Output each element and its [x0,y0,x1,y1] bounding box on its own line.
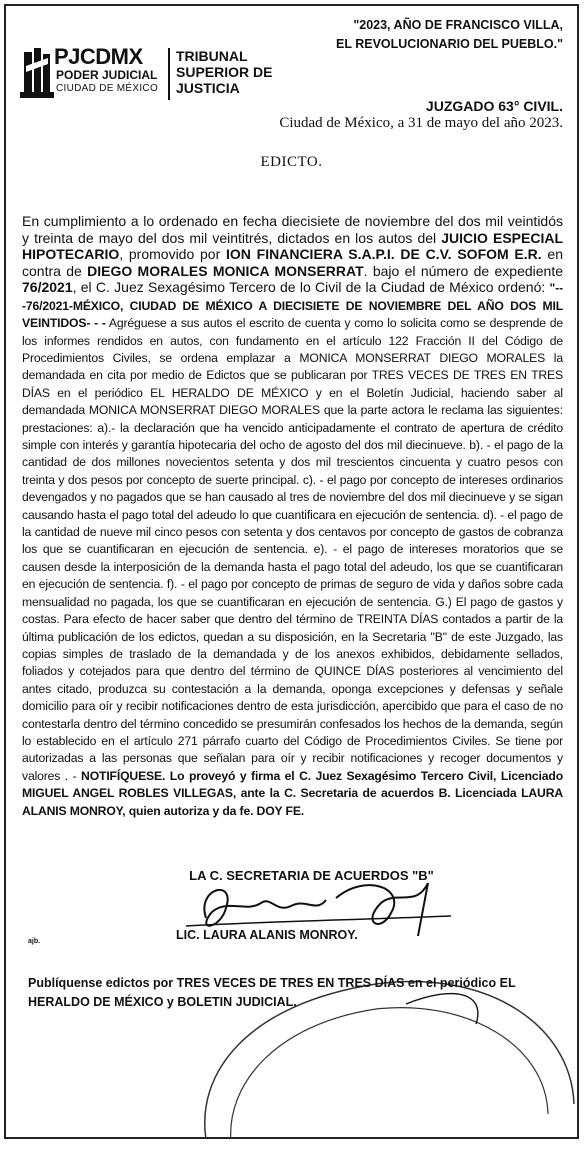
body-contra: en contra de [22,246,563,279]
motto-line-2: EL REVOLUCIONARIO DEL PUEBLO." [335,37,563,51]
notifiquese-text: NOTIFÍQUESE. Lo proveyó y firma el C. Juez Sexagésimo Tercero Civil, Licenciado MIGUEL ANGEL ROBLES VILLEGAS, ante la C. Secretaria de acuerdos B. Licenciada LAURA ALANIS MONROY, quien autoriza y da fe. DOY FE. [22,768,563,818]
auto-header: "---76/2021-MÉXICO, CIUDAD DE MÉXICO A DIECISIETE DE NOVIEMBRE DEL AÑO DOS MIL VEINTIDOS- - - [22,281,563,331]
body-demandado: DIEGO MORALES MONICA MONSERRAT [87,262,364,279]
court-header [279,98,563,132]
tribunal-line-2: SUPERIOR DE [176,64,273,80]
tribunal-line-1: TRIBUNAL [176,48,248,64]
body-actor: ION FINANCIERA S.A.P.I. DE C.V. SOFOM E.R. [226,246,542,263]
body-juicio: JUICIO ESPECIAL HIPOTECARIO [22,229,563,263]
document-title: EDICTO. [260,154,323,170]
body-intro: En cumplimiento a lo ordenado en fecha diecisiete de noviembre del dos mil veintidós y treinta de mayo del dos mil veintitrés, dictados en los autos del [22,213,563,246]
pjcdmx-emblem-icon [20,46,54,98]
year-motto [336,16,563,54]
body-expediente-pre: . bajo el número de expediente [363,262,563,279]
logo-ciudad: CIUDAD DE MÉXICO [56,83,159,94]
edict-date: Ciudad de México, a 31 de mayo del año 2023. [279,115,563,131]
secretaria-title: LA C. SECRETARIA DE ACUERDOS "B" [189,868,434,883]
publiquese-note: Publíquense edictos por TRES VECES DE TRES EN TRES DÍAS en el periódico EL HERALDO DE MÉXICO y BOLETIN JUDICIAL. [28,976,516,1009]
typist-initials: ajb. [28,938,41,945]
body-expediente: 76/2021 [22,279,73,296]
logo-tribunal [176,48,272,96]
logo-poder-judicial: PODER JUDICIAL [56,68,158,82]
court-name: JUZGADO 63° CIVIL. [425,98,563,114]
secretaria-name: LIC. LAURA ALANIS MONROY. [176,928,358,942]
logo-name: PJCDMX [54,44,143,69]
body-promovido: , promovido por [119,246,227,263]
tribunal-line-3: JUSTICIA [176,80,240,96]
motto-line-1: "2023, AÑO DE FRANCISCO VILLA, [353,18,563,32]
body-juez: , el C. Juez Sexagésimo Tercero de lo Civil de la Ciudad de México ordenó: [72,279,550,296]
edict-body [22,213,563,819]
edict-page [4,4,579,1139]
logo-divider [168,48,170,100]
auto-text: Agréguese a sus autos el escrito de cuenta y como lo solicita como se desprende de los informes rendidos en autos, con fundamento en el artículo 122 Fracción II del Código de Procedimientos Civiles, se ordena emplazar a MONICA MONSERRAT DIEGO MORALES la demandada en cita por medio de Edictos que se publicaran por TRES VECES DE TRES EN TRES DÍAS en el periódico EL HERALDO DE MÉXICO y en el Boletín Judicial, haciendo saber al demandada MONICA MONSERRAT DIEGO MORALES que la parte actora le reclama las siguientes: prestaciones: a).- la declaración que ha vencido anticipadamente el contrato de apertura de crédito simple con interés y garantía hipotecaria del ocho de agosto del dos mil diecinueve. b). - el pago de la cantidad de dos millones novecientos setenta y dos mil trescientos cincuenta y cuatro pesos con treinta y dos pesos por concepto de suerte principal. c). - el pago por concepto de intereses ordinarios devengados y no pagados que se han causado al tres de noviembre del dos mil diecinueve y se sigan causando hasta el pago total del adeudo lo que cuantificara en ejecución de sentencia. d). - el pago de la cantidad de nueve mil cinco pesos con setenta y dos centavos por concepto de gastos de cobranza los que se cuantificaran en ejecución de sentencia. e). - el pago de intereses moratorios que se causen desde la interposición de la demanda hasta el pago total del adeudo, los que se cuantificaran en ejecución de sentencia. f). - el pago por concepto de primas de seguro de vida y daños sobre cada mensualidad no pagada, los que se cuantificaran en ejecución de sentencia. G.) El pago de gastos y costas. Para efecto de hacer saber que dentro del término de TREINTA DÍAS contados a partir de la última publicación de los edictos, quedan a su disposición, en la Secretaria "B" de este Juzgado, las copias simples de traslado de la demandada y de los anexos exhibidos, debidamente sellados, foliados y cotejados para que dentro del término de QUINCE DÍAS posteriores al vencimiento del antes citado, produzca su contestación a la demanda, oponga excepciones y defensas y señale domicilio para oír y recibir notificaciones dentro de esta jurisdicción, apercibido que para el caso de no contestarla dentro del término concedido se presumirán confesados los hechos de la demanda, según lo establecido en el artículo 271 párrafo cuarto del Código de Procedimientos Civiles. Se tiene por autorizadas a las personas que señalan para oír y recibir notificaciones y recoger documentos y valores . - [22,316,563,783]
